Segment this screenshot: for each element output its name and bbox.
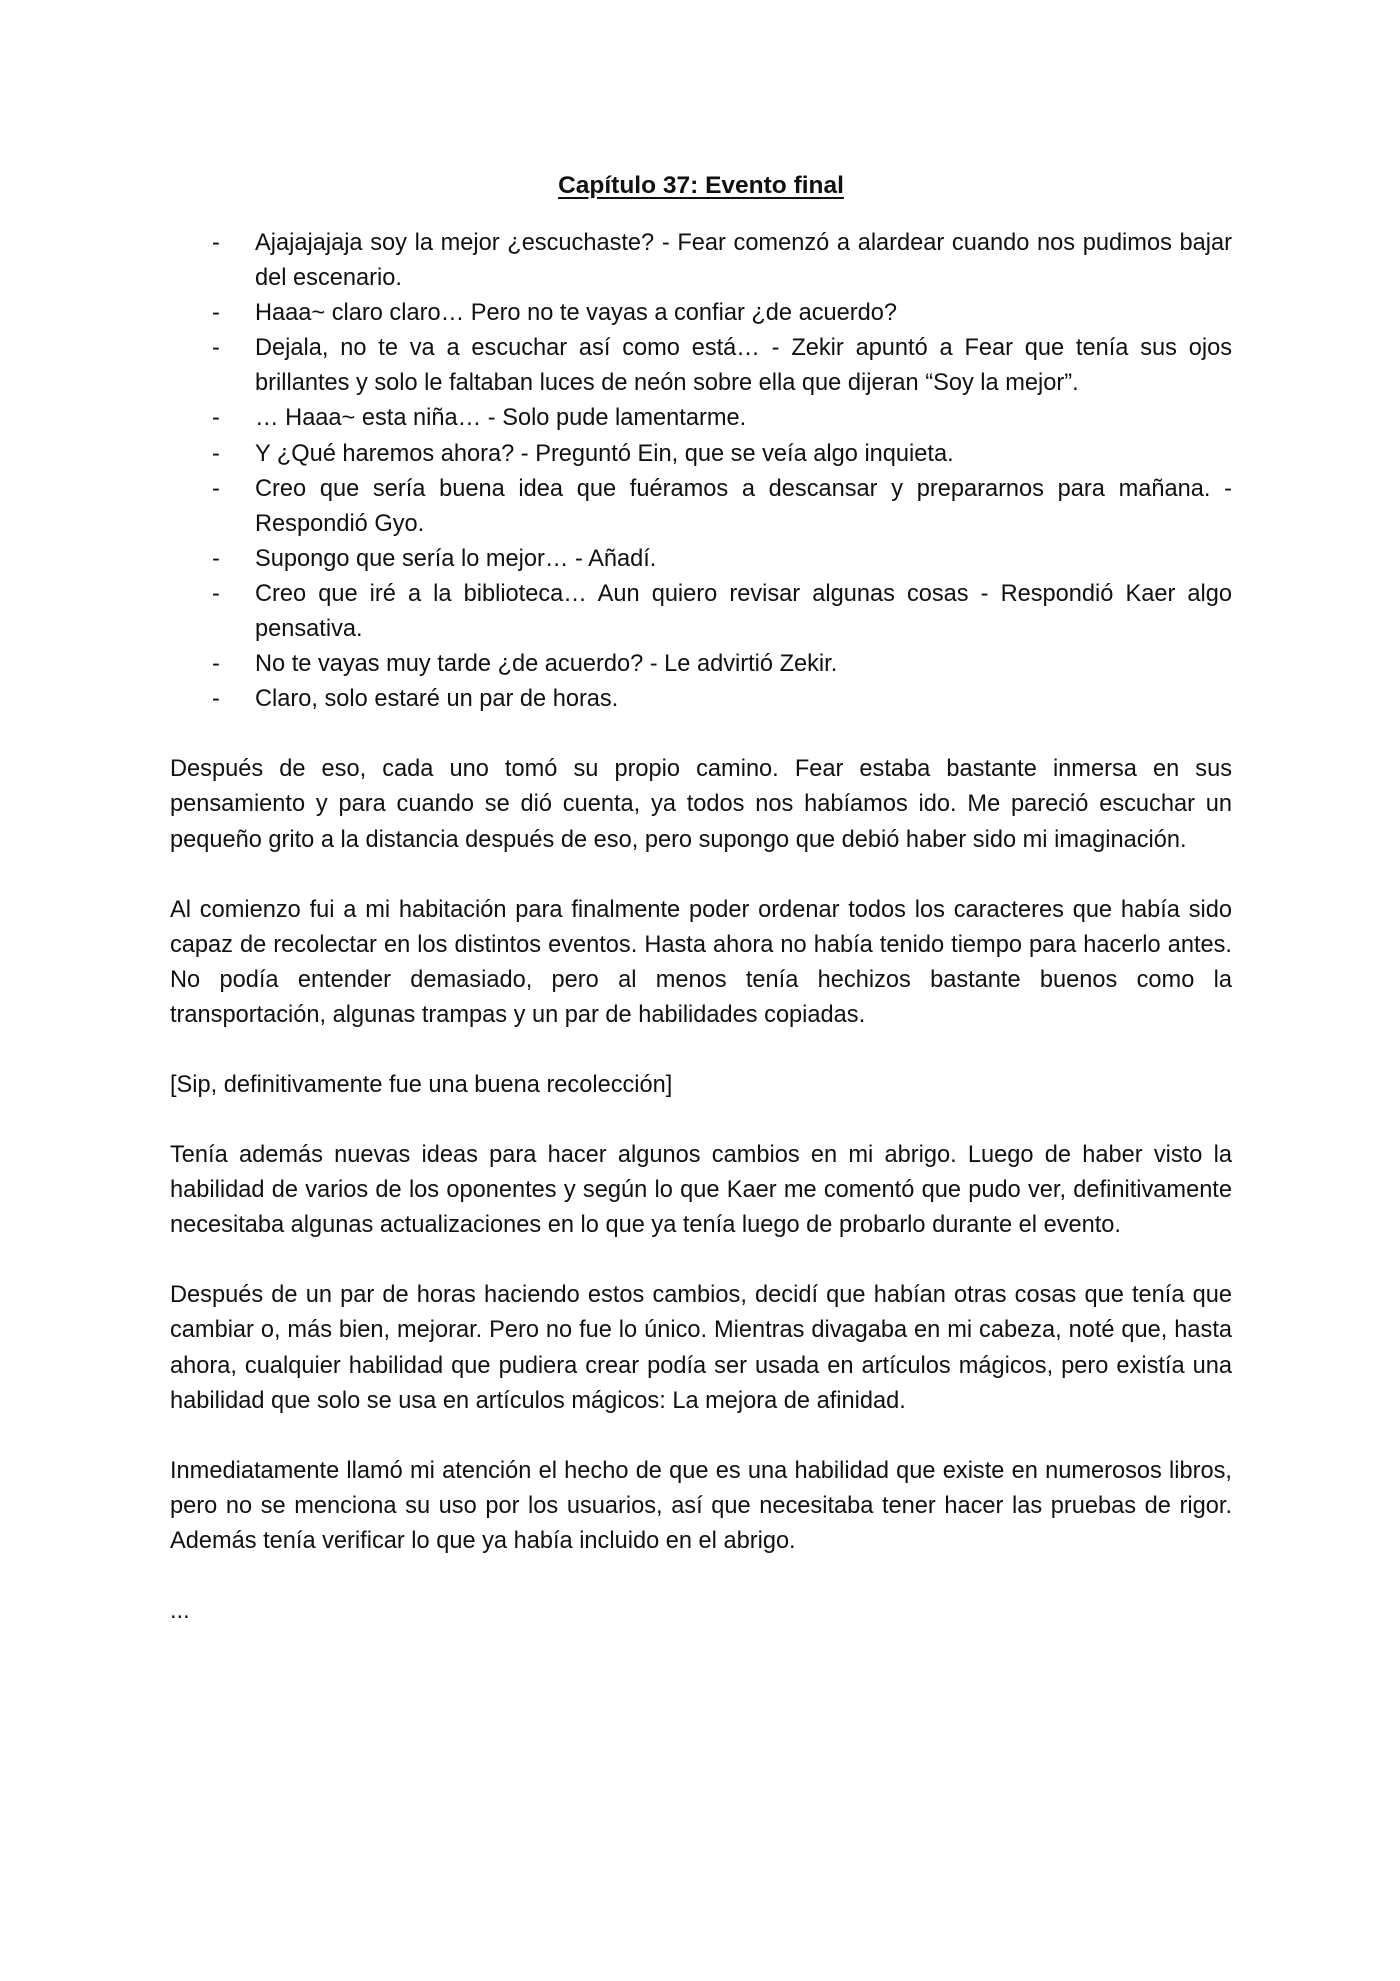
dash-marker: - xyxy=(212,405,220,432)
dialogue-text: No te vayas muy tarde ¿de acuerdo? - Le advirtió Zekir. xyxy=(255,651,838,678)
dialogue-text: Supongo que sería lo mejor… - Añadí. xyxy=(255,545,657,572)
dialogue-line xyxy=(170,437,1232,472)
dialogue-line xyxy=(170,472,1232,542)
dialogue-line xyxy=(170,647,1232,682)
dialogue-text: Haaa~ claro claro… Pero no te vayas a confiar ¿de acuerdo? xyxy=(255,300,897,327)
dialogue-text: Creo que iré a la biblioteca… Aun quiero revisar algunas cosas - Respondió Kaer algo pensativa. xyxy=(255,580,1232,643)
closing-ellipsis: ... xyxy=(170,1598,190,1624)
paragraph: Después de eso, cada uno tomó su propio camino. Fear estaba bastante inmersa en sus pensamiento y para cuando se dió cuenta, ya todos nos habíamos ido. Me pareció escuchar un pequeño grito a la distancia después de eso, pero supongo que debió haber sido mi imaginación. xyxy=(170,756,1232,853)
dialogue-text: Dejala, no te va a escuchar así como está… - Zekir apuntó a Fear que tenía sus ojos brillantes y solo le faltaban luces de neón sobre ella que dijeran “Soy la mejor”. xyxy=(255,335,1232,397)
dash-marker: - xyxy=(212,651,220,678)
dialogue-line xyxy=(170,226,1232,296)
dash-marker: - xyxy=(212,580,220,607)
dialogue-text: … Haaa~ esta niña… - Solo pude lamentarme. xyxy=(255,405,747,432)
dialogue-text: Ajajajajaja soy la mejor ¿escuchaste? - Fear comenzó a alardear cuando nos pudimos bajar del escenario. xyxy=(255,230,1232,292)
dash-marker: - xyxy=(212,440,220,467)
dialogue-line xyxy=(170,577,1232,647)
dialogue-text: Y ¿Qué haremos ahora? - Preguntó Ein, que se veía algo inquieta. xyxy=(255,440,954,467)
dialogue-line xyxy=(170,331,1232,401)
dialogue-line xyxy=(170,296,1232,331)
dash-marker: - xyxy=(212,545,220,572)
dash-marker: - xyxy=(212,475,220,502)
paragraph: [Sip, definitivamente fue una buena recolección] xyxy=(170,1071,673,1098)
dialogue-text: Creo que sería buena idea que fuéramos a descansar y prepararnos para mañana. - Respondió Gyo. xyxy=(255,475,1232,537)
dash-marker: - xyxy=(212,686,220,713)
dialogue-line xyxy=(170,542,1232,577)
paragraph: Tenía además nuevas ideas para hacer algunos cambios en mi abrigo. Luego de haber visto la habilidad de varios de los oponentes y según lo que Kaer me comentó que pudo ver, definitivamente necesitaba algunas actualizaciones en lo que ya tenía luego de probarlo durante el evento. xyxy=(170,1142,1232,1239)
document-page xyxy=(170,168,1232,1629)
dialogue-text: Claro, solo estaré un par de horas. xyxy=(255,686,619,713)
chapter-title: Capítulo 37: Evento final xyxy=(558,172,844,199)
paragraph: Inmediatamente llamó mi atención el hecho de que es una habilidad que existe en numerosos libros, pero no se menciona su uso por los usuarios, así que necesitaba tener hacer las pruebas de rigor. Además tenía verificar lo que ya había incluido en el abrigo. xyxy=(170,1457,1232,1554)
dash-marker: - xyxy=(212,300,220,327)
paragraph: Después de un par de horas haciendo estos cambios, decidí que habían otras cosas que tenía que cambiar o, más bien, mejorar. Pero no fue lo único. Mientras divagaba en mi cabeza, noté que, hasta ahora, cualquier habilidad que pudiera crear podía ser usada en artículos mágicos, pero existía una habilidad que solo se usa en artículos mágicos: La mejora de afinidad. xyxy=(170,1282,1232,1414)
dialogue-line xyxy=(170,401,1232,436)
paragraph: Al comienzo fui a mi habitación para finalmente poder ordenar todos los caracteres que había sido capaz de recolectar en los distintos eventos. Hasta ahora no había tenido tiempo para hacerlo antes. No podía entender demasiado, pero al menos tenía hechizos bastante buenos como la transportación, algunas trampas y un par de habilidades copiadas. xyxy=(170,896,1232,1028)
dash-marker: - xyxy=(212,230,220,256)
dialogue-list xyxy=(170,226,1232,717)
dialogue-line xyxy=(170,682,1232,717)
dash-marker: - xyxy=(212,335,220,362)
